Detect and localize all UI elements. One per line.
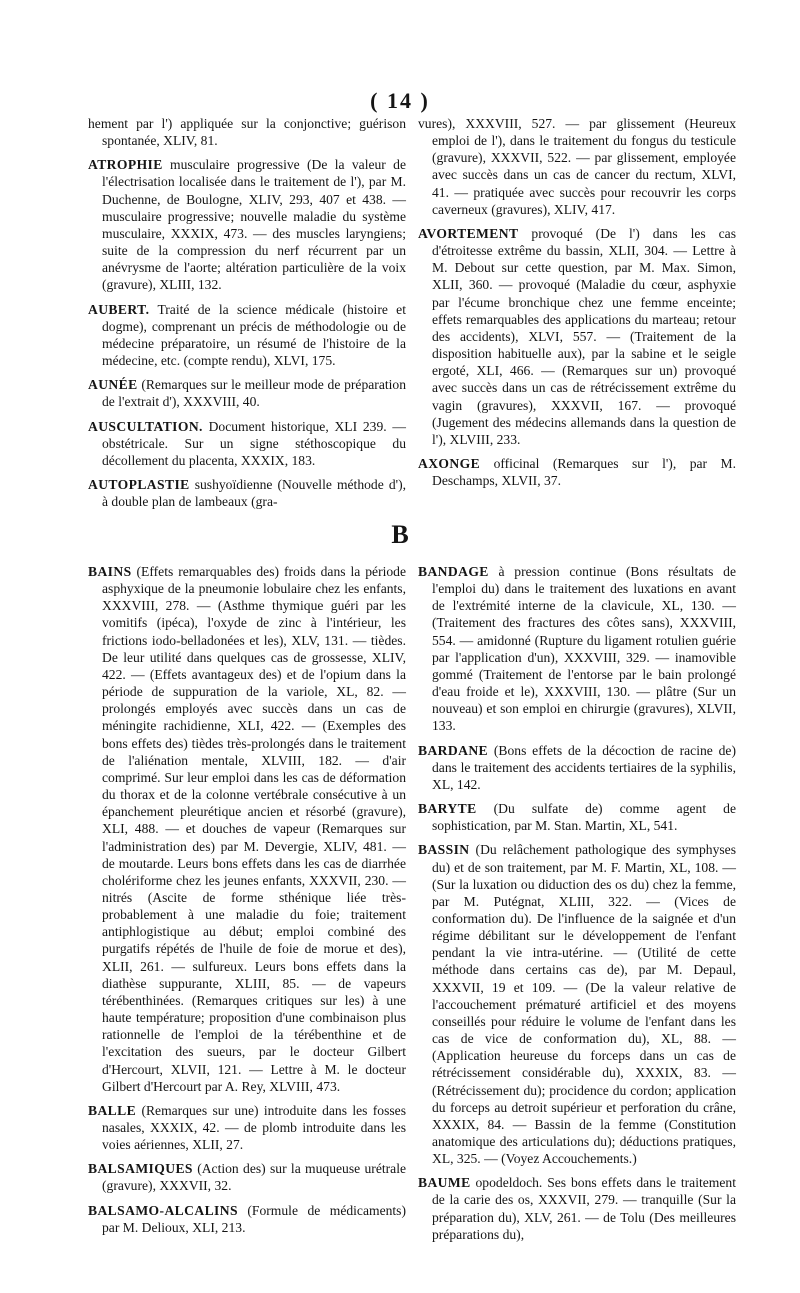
index-entry — [88, 1202, 406, 1236]
entry-text: officinal (Remarques sur l'), par M. Deschamps, XLVII, 37. — [432, 455, 737, 489]
entry-headword: BARYTE — [418, 801, 477, 817]
entry-text: sushyoïdienne (Nouvelle méthode d'), à double plan de lambeaux (gra- — [102, 476, 407, 510]
index-entry — [88, 418, 406, 469]
entry-text: à pression continue (Bons résultats de l'emploi du) dans le traitement des luxations en avant de l'extrémité interne de la clavicule, XL, 130. — (Traitement des fractures des côtes sans), XXXVIII, 554. — amidonné (Rupture du ligament rotulien guérie par l'application d'un), XXXVIII, 329. — inamovible gommé (Traitement de l'entorse par le bain prolongé d'eau froide et le), XXXVIII, 130. — plâtre (Sur un nouveau) et son emploi en chirurgie (gravures), XLVII, 133. — [432, 564, 736, 734]
entry-text: musculaire progressive (De la valeur de l'électrisation localisée dans le traitement de l'), par M. Duchenne, de Boulogne, XLIV, 293, 407 et 438. — musculaire progressive; nouvelle maladie du système musculaire, XXXIX, 473. — des muscles laryngiens; suite de la compression du nerf récurrent par un anévrysme de l'aorte; altération particulière de la voix (gravure), XLIII, 132. — [102, 157, 407, 293]
entry-text: (Du relâchement pathologique des symphyses du) et de son traitement, par M. F. Martin, XL, 108. — (Sur la luxation ou diduction des os du) chez la femme, par M. Putégnat, XLIII, 322. — (Vices de conformation du). De l'influence de la saignée et d'un régime débilitant sur le développement de l'enfant pendant la vie intra-utérine. — (Utilité de cette méthode dans certains cas de), par M. Depaul, XXXVII, 19 et 109. — (De la valeur relative de l'accouchement prématuré artificiel et des moyens conseillés pour réduire le volume de l'enfant dans les cas de vice de conformation du), XL, 88. — (Application heureuse du forceps dans un cas de rétrécissement considérable du), XXXIX, 83. — (Rétrécissement du); procidence du cordon; application du forceps au detroit supérieur et perforation du crâne, XXXIX, 84. — Bassin de la femme (Constitution anatomique des articulations du); déductions pratiques, XL, 325. — (Voyez Accouchements.) — [432, 842, 736, 1167]
entry-headword: BASSIN — [418, 842, 470, 858]
entry-text: Traité de la science médicale (histoire et dogme), comprenant un précis de méthodologie ou de médecine préparatoire, un résumé de l'histoire de la médecine, etc. (compte rendu), XLVI, 175. — [102, 301, 406, 369]
entry-headword: BARDANE — [418, 742, 489, 758]
index-entry — [418, 742, 736, 793]
index-entry — [88, 156, 406, 293]
entry-text: vures), XXXVIII, 527. — par glissement (Heureux emploi de l'), dans le traitement du fongus du testicule (gravure), XXXVII, 522. — par glissement, employée avec succès dans un cas de cancer du rectum, XLVI, 41. — pratiquée avec succès pour recouvrir les corps caverneux (gravures), XLIV, 417. — [418, 116, 736, 217]
entry-headword: BANDAGE — [418, 564, 489, 579]
index-entry — [88, 115, 406, 149]
entry-text: (Remarques sur une) introduite dans les fosses nasales, XXXIX, 42. — de plomb introduite dans les voies aériennes, XLII, 27. — [102, 1102, 406, 1153]
entry-headword: AXONGE — [418, 455, 481, 471]
entry-headword: BAUME — [418, 1175, 471, 1191]
index-column-top-right — [418, 115, 736, 496]
entry-text: hement par l') appliquée sur la conjonctive; guérison spontanée, XLIV, 81. — [88, 116, 406, 149]
section-letter-heading: B — [391, 520, 409, 549]
entry-text: (Bons effets de la décoction de racine de) dans le traitement des accidents tertiaires de la syphilis, XL, 142. — [432, 742, 736, 792]
index-entry — [88, 563, 406, 1095]
index-entry — [88, 301, 406, 370]
index-entry — [88, 1160, 406, 1194]
index-entry — [88, 476, 406, 510]
entry-headword: BALSAMIQUES — [88, 1161, 193, 1177]
index-entry — [88, 376, 406, 410]
entry-headword: BAINS — [88, 564, 132, 579]
index-entry — [418, 563, 736, 735]
index-entry — [88, 1102, 406, 1153]
index-entry — [418, 800, 736, 834]
entry-text: (Formule de médicaments) par M. Delioux, XLI, 213. — [102, 1202, 406, 1235]
entry-text: provoqué (De l') dans les cas d'étroitesse extrême du bassin, XLII, 304. — Lettre à M. Debout sur cette question, par M. Max. Simon, XLII, 360. — provoqué (Maladie du cœur, asphyxie par l'écume bronchique chez une femme enceinte; effets remarquables des applications du marteau; retour des accidents), XLVI, 557. — (Traitement de la disposition habituelle aux), par la sabine et le seigle ergoté, XLI, 466. — (Remarques sur un) provoqué avec succès dans un cas de rétrécissement extrême du vagin (gravures), XXXVII, 167. — provoqué (Jugement des médecins allemands dans la question de l'), XLVIII, 233. — [432, 225, 736, 447]
index-column-bottom-left — [88, 563, 406, 1243]
index-entry — [418, 225, 736, 448]
entry-headword: AUBERT. — [88, 301, 150, 317]
page-number: ( 14 ) — [370, 88, 430, 113]
entry-text: opodeldoch. Ses bons effets dans le traitement de la carie des os, XXXVII, 279. — tranquille (Sur la préparation du), XLV, 261. — de Tolu (Des meilleures préparations du), — [432, 1175, 736, 1242]
entry-headword: AUNÉE — [88, 377, 138, 393]
entry-headword: ATROPHIE — [88, 157, 163, 173]
index-entry — [418, 115, 736, 218]
entry-headword: BALSAMO-ALCALINS — [88, 1202, 238, 1218]
entry-text: (Du sulfate de) comme agent de sophistication, par M. Stan. Martin, XL, 541. — [432, 801, 736, 834]
entry-text: (Remarques sur le meilleur mode de préparation de l'extrait d'), XXXVIII, 40. — [102, 377, 406, 410]
index-entry — [418, 841, 736, 1167]
index-column-bottom-right — [418, 563, 736, 1250]
index-entry — [418, 1174, 736, 1243]
entry-text: (Effets remarquables des) froids dans la période asphyxique de la pneumonie lobulaire chez les enfants, XXXVIII, 278. — (Asthme thymique guéri par les vomitifs (ipéca), l'oxyde de zinc à l'intérieur, les frictions iodo-belladonées et les), XLV, 131. — tièdes. De leur utilité dans quelques cas de grossesse, XLIV, 422. — (Effets avantageux des) et de l'opium dans la période de suppuration de la variole, XL, 82. — prolongés employés avec succès dans un cas de méningite rachidienne, XLI, 422. — (Exemples des bons effets des) tièdes très-prolongés dans le traitement de l'aliénation mentale, XLVIII, 182. — d'air comprimé. Sur leur emploi dans les cas de déformation du thorax et de la colonne vertébrale consécutive à un épanchement pleurétique ancien et résorbé (gravure), XLI, 488. — et douches de vapeur (Remarques sur l'administration des) par M. Devergie, XLIV, 481. — de moutarde. Leurs bons effets dans les cas de diarrhée cholériforme chez les jeunes enfants, XXXVII, 230. — nitrés (Ascite de forme sthénique liée très-probablement à une maladie du foie; traitement antiphlogistique au début; emploi combiné des purgatifs répétés de l'huile de foie de morue et des), XLII, 261. — sulfureux. Leurs bons effets dans la diathèse suppurante, XLIII, 85. — de vapeurs térébenthinées. (Remarques critiques sur les) à une haute température; proposition d'une combinaison plus rationnelle de l'emploi de la térébenthine et de l'excitation des sueurs, par le docteur Gilbert d'Hercourt, XLVII, 121. — Lettre à M. le docteur Gilbert d'Hercourt par A. Rey, XLVIII, 473. — [102, 564, 406, 1094]
index-entry — [418, 455, 736, 489]
entry-headword: AVORTEMENT — [418, 225, 519, 241]
entry-headword: AUTOPLASTIE — [88, 476, 190, 492]
entry-headword: BALLE — [88, 1102, 137, 1118]
entry-text: Document historique, XLI 239. — obstétricale. Sur un signe stéthoscopique du décollement du placenta, XXXIX, 183. — [102, 418, 406, 468]
entry-headword: AUSCULTATION. — [88, 418, 203, 434]
entry-text: (Action des) sur la muqueuse urétrale (gravure), XXXVII, 32. — [102, 1161, 406, 1194]
index-column-top-left — [88, 115, 406, 517]
